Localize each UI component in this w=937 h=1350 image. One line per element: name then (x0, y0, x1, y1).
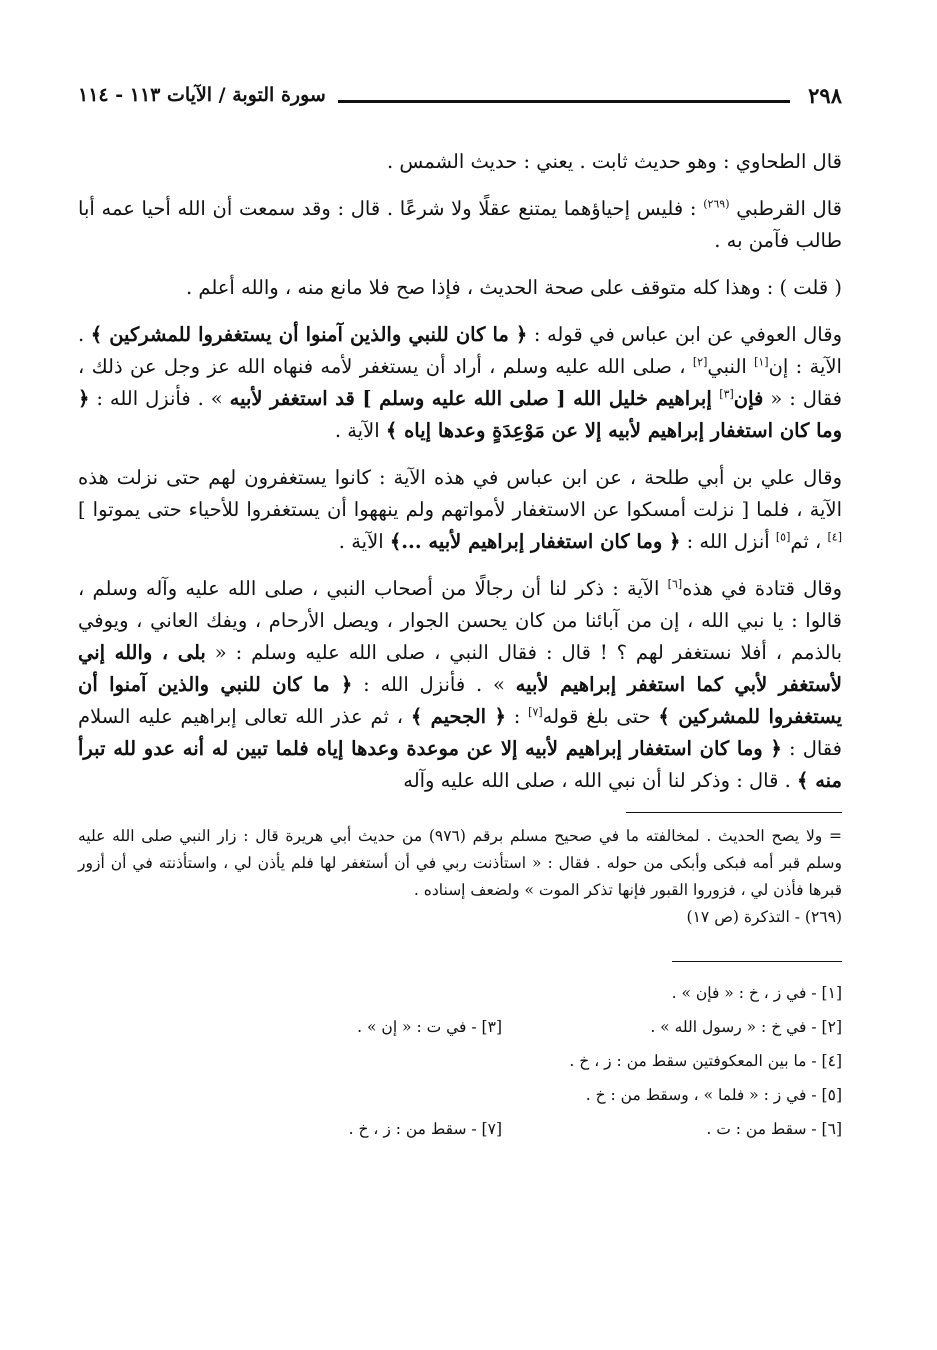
variant-row (78, 1044, 842, 1078)
variant-note: [٤] - ما بين المعكوفتين سقط من : ز ، خ . (569, 1052, 842, 1070)
page-header (78, 78, 842, 112)
text-run: » . فأنزل الله : (89, 387, 230, 410)
variant-row (78, 1078, 842, 1112)
paragraph-qultu: ( قلت ) : وهذا كله متوقف على صحة الحديث ، فإذا صح فلا مانع منه ، والله أعلم . (185, 276, 842, 299)
quran-verse: ﴿ ما كان للنبي والذين آمنوا أن يستغفروا للمشركين ﴾ (78, 673, 843, 728)
variant-row (78, 1112, 842, 1146)
quran-verse: ﴿ وما كان استغفار إبراهيم لأبيه ...﴾ (389, 530, 681, 553)
paragraph-qatada (78, 573, 842, 797)
text-run: ، ثم عذر الله تعالى إبراهيم عليه السلام فقال : (78, 705, 842, 760)
text-run: . الآية : إن (78, 323, 842, 378)
paragraph-tahawi: قال الطحاوي : وهو حديث ثابت . يعني : حديث الشمس . (386, 150, 842, 173)
quran-verse: ﴿ ما كان للنبي والذين آمنوا أن يستغفروا للمشركين ﴾ (90, 323, 528, 346)
variant-ref: [٥] (775, 530, 791, 544)
variant-ref: [٣] (719, 387, 734, 401)
variant-ref: [٦] (667, 577, 683, 591)
text-run: . قال : وذكر لنا أن نبي الله ، صلى الله عليه وآله (403, 769, 797, 792)
text-run: الآية . (334, 419, 386, 442)
variant-note: [٢] - في خ : « رسول الله » . (650, 1018, 842, 1036)
footnote-ref: (٢٦٩) (703, 197, 730, 211)
text-run: وقال العوفي عن ابن عباس في قوله : (527, 323, 842, 346)
text-run: ، صلى الله عليه وسلم ، أراد أن يستغفر لأمه فنهاه الله عز وجل عن ذلك ، فقال : « (78, 355, 842, 410)
variant-ref: [٤] (827, 530, 842, 544)
variant-ref: [٧] (528, 705, 543, 719)
variant-note: [٣] - في ت : « إن » . (357, 1018, 502, 1036)
paragraph-awfi (78, 319, 842, 447)
text-run: : (505, 705, 529, 728)
text-run: وقال علي بن أبي طلحة ، عن ابن عباس في هذه الآية : كانوا يستغفرون لهم حتى نزلت هذه الآية ، فلما [ نزلت أمسكوا عن الاستغفار لأمواتهم ولم ينههوا أن يستغفروا للأحياء حتى يموتوا ] (78, 466, 842, 521)
paragraph-ali-ibn-abi-talha (78, 462, 842, 558)
text-run: الآية . (338, 530, 390, 553)
variant-row (78, 1010, 842, 1044)
text-run: أنزل الله : (680, 530, 776, 553)
quran-verse: ﴿ وما كان استغفار إبراهيم لأبيه إلا عن موعدة وعدها إياه فلما تبين له أنه عدو لله تبرأ منه ﴾ (78, 737, 842, 792)
hadith-text: بلى ، والله إني لأستغفر لأبي كما استغفر إبراهيم لأبيه (78, 641, 842, 696)
variant-row (78, 976, 842, 1010)
variant-notes (78, 976, 842, 1146)
text-run: حتى بلغ قوله (542, 705, 659, 728)
text-run: وقال قتادة في هذه (682, 577, 842, 600)
variant-note: [١] - في ز ، خ : « فإن » . (671, 984, 842, 1002)
variant-note: [٥] - في ز : « فلما » ، وسقط من : خ . (585, 1086, 842, 1104)
text-run: قال القرطبي (736, 197, 842, 220)
variant-note: [٧] - سقط من : ز ، خ . (348, 1120, 502, 1138)
variant-ref: [١] (754, 355, 769, 369)
footnote-269: (٢٦٩) - التذكرة (ص ١٧) (686, 908, 842, 926)
text-run: النبي (707, 355, 755, 378)
main-text (78, 146, 842, 797)
footnote-continued: = ولا يصح الحديث . لمخالفته ما في صحيح مسلم برقم (٩٧٦) من حديث أبي هريرة قال : زار النبي صلى الله عليه وسلم قبر أمه فبكى وأبكى من حوله . فقال : « استأذنت ربي في أن أستغفر لها فلم يأذن لي ، واستأذنته في أن أزور قبرها فأذن لي ، فزوروا القبور فإنها تذكر الموت » ولضعف إسناده . (78, 827, 842, 899)
header-rule (338, 100, 790, 103)
variants-separator (672, 961, 842, 962)
text-run: : فليس إحياؤهما يمتنع عقلًا ولا شرعًا . قال : وقد سمعت أن الله أحيا عمه أبا طالب فآمن به . (78, 197, 842, 252)
footnotes (78, 823, 842, 931)
variant-note: [٦] - سقط من : ت . (706, 1120, 842, 1138)
hadith-text: إبراهيم خليل الله [ صلى الله عليه وسلم ] قد استغفر لأبيه (229, 387, 720, 410)
paragraph-qurtubi (78, 193, 842, 257)
quran-verse: ﴿ الجحيم ﴾ (410, 705, 506, 728)
book-page (78, 78, 842, 1146)
footnote-separator (626, 812, 842, 813)
quran-verse: ﴿ وما كان استغفار إبراهيم لأبيه إلا عن مَوْعِدَةٍ وعدها إياه ﴾ (78, 387, 842, 442)
page-number: ٢٩٨ (808, 82, 842, 108)
text-run: الآية : ذكر لنا أن رجالًا من أصحاب النبي ، صلى الله عليه وآله وسلم ، قالوا : يا نبي الله ، إن من آبائنا من كان يحسن الجوار ، ويصل الأرحام ، ويفك العاني ، ويوفي بالذمم ، أفلا نستغفر لهم ؟ ! قال : فقال النبي ، صلى الله عليه وسلم : « (78, 577, 842, 664)
hadith-text: فإن (733, 387, 764, 410)
running-title: سورة التوبة / الآيات ١١٣ - ١١٤ (78, 84, 326, 106)
text-run: ، ثم (790, 530, 828, 553)
variant-ref: [٢] (692, 355, 708, 369)
text-run: » . فأنزل الله : (352, 673, 516, 696)
